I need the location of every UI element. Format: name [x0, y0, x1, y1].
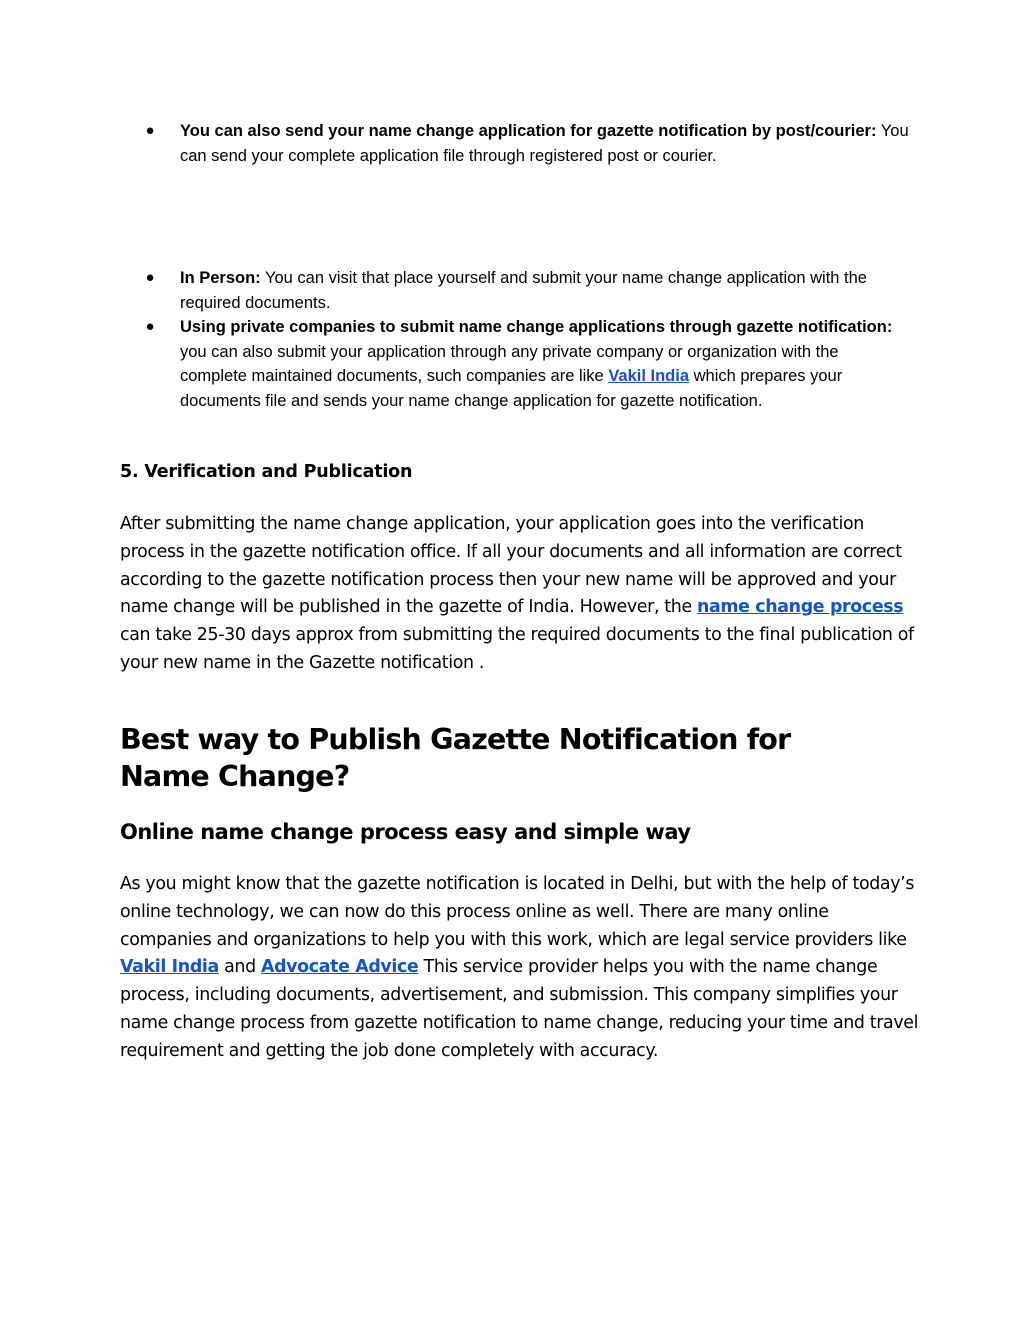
list-item — [120, 119, 910, 168]
paragraph-text: As you might know that the gazette notification is located in Delhi, but with the help of today’s online technology, we can now do this process online as well. There are many online companies and organizations to help you with this work, which are legal service providers like — [120, 874, 915, 950]
list-item — [120, 315, 910, 413]
list-item-bold: In Person: — [180, 269, 261, 287]
page-title: Best way to Publish Gazette Notification for Name Change? — [120, 723, 791, 793]
paragraph-text: can take 25-30 days approx from submitting the required documents to the final publication of your new name in the Gazette notification . — [120, 625, 914, 673]
verification-paragraph — [120, 511, 920, 678]
section-heading: 5. Verification and Publication — [120, 462, 413, 482]
list-item-text: you can also submit your application through any private company or organization with the complete maintained documents, such companies are like — [180, 342, 839, 385]
list-item-text-after: which prepares your documents file and sends your name change application for gazette notification. — [180, 367, 843, 410]
bullet-marker: ● — [145, 269, 155, 286]
vakil-india-link[interactable]: Vakil India — [608, 367, 690, 385]
delivery-methods-list — [120, 119, 910, 168]
list-item — [120, 266, 910, 315]
subheading: Online name change process easy and simple way — [120, 820, 691, 844]
bullet-marker: ● — [145, 318, 155, 335]
name-change-process-link[interactable]: name change process — [696, 597, 904, 618]
vakil-india-link[interactable]: Vakil India — [120, 957, 219, 978]
list-item-text: You can send your complete application file through registered post or courier. — [180, 122, 909, 165]
list-item-bold: You can also send your name change application for gazette notification by post/courier: — [180, 122, 877, 140]
list-item-bold: Using private companies to submit name change applications through gazette notification: — [180, 318, 893, 336]
paragraph-text: and — [218, 957, 261, 978]
advocate-advice-link[interactable]: Advocate Advice — [260, 957, 419, 978]
online-process-paragraph — [120, 871, 920, 1066]
bullet-marker: ● — [145, 122, 155, 139]
paragraph-text: This service provider helps you with the name change process, including documents, advertisement, and submission. This company simplifies your name change process from gazette notification to name change, reducing your time and travel requirement and getting the job done completely with accuracy. — [120, 957, 919, 1061]
list-item-text: You can visit that place yourself and submit your name change application with the required documents. — [180, 269, 867, 312]
submission-methods-list — [120, 266, 910, 413]
paragraph-text: After submitting the name change application, your application goes into the verification process in the gazette notification office. If all your documents and all information are correct according to the gazette notification process then your new name will be approved and your name change will be published in the gazette of India. However, the — [120, 514, 902, 618]
